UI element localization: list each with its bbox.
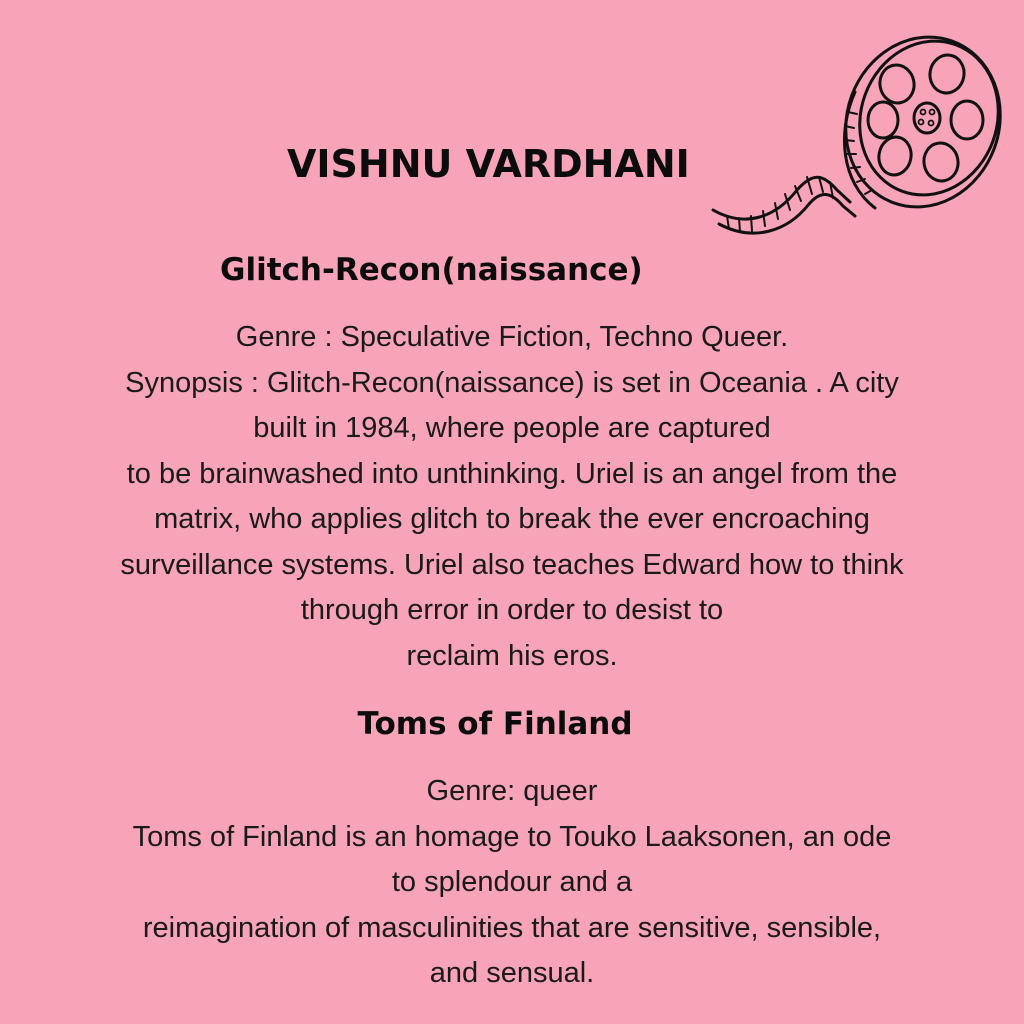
description-line: Genre : Speculative Fiction, Techno Queer. <box>235 321 789 353</box>
description-line: surveillance systems. Uriel also teaches Edward how to think <box>120 548 904 581</box>
description-line: reclaim his eros. <box>406 639 618 672</box>
description-line: Genre: queer <box>426 775 598 807</box>
description-line: reimagination of masculinities that are sensitive, sensible, <box>142 911 882 944</box>
description-line: and sensual. <box>429 957 595 989</box>
description-line: built in 1984, where people are captured <box>253 412 771 444</box>
description-line: Toms of Finland is an homage to Touko Laaksonen, an ode <box>132 820 892 853</box>
film-reel-icon <box>705 22 1005 242</box>
description-line: through error in order to desist to <box>300 594 724 626</box>
description-line: Synopsis : Glitch-Recon(naissance) is set in Oceania . A city <box>125 366 899 399</box>
description-line: matrix, who applies glitch to break the ever encroaching <box>154 503 870 535</box>
work-description <box>30 315 994 679</box>
work-title: Glitch-Recon(naissance) <box>220 252 643 288</box>
description-line: to be brainwashed into unthinking. Uriel is an angel from the <box>126 457 898 490</box>
author-name: VISHNU VARDHANI <box>287 142 690 186</box>
description-line: to splendour and a <box>391 866 633 898</box>
work-description <box>30 769 994 997</box>
work-title: Toms of Finland <box>357 706 633 742</box>
